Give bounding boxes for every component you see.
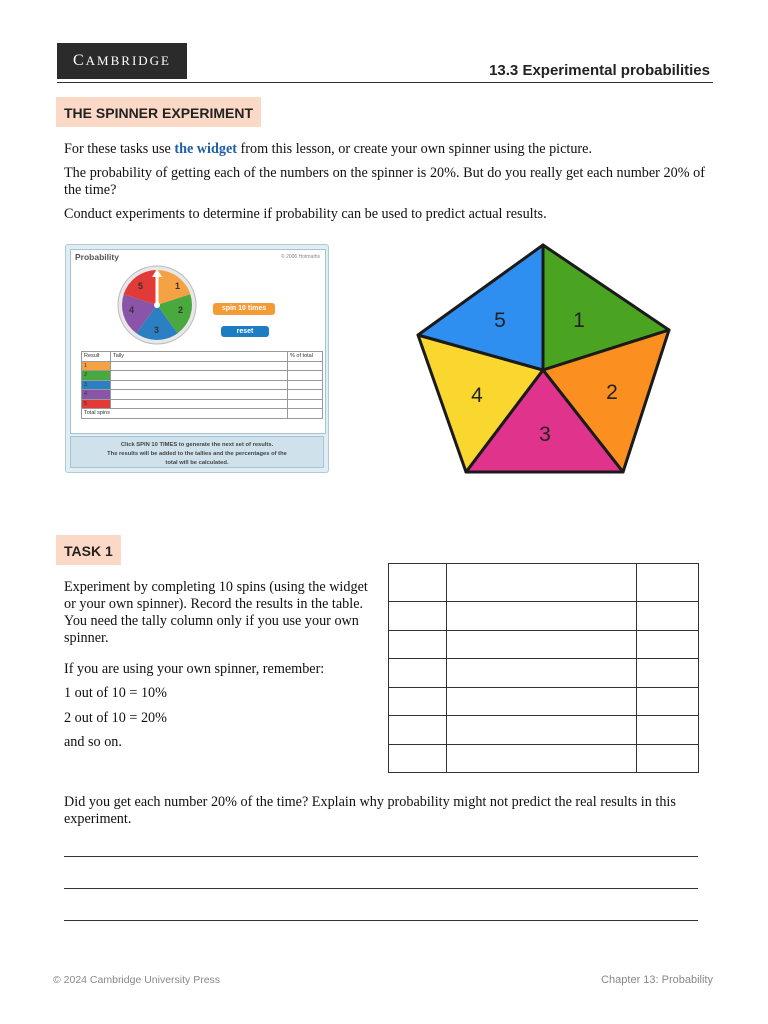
results-cell[interactable] bbox=[389, 659, 447, 688]
intro-paragraph-3: Conduct experiments to determine if probability can be used to predict actual results. bbox=[64, 206, 547, 222]
results-cell[interactable] bbox=[637, 744, 699, 773]
results-cell[interactable] bbox=[637, 716, 699, 745]
reset-button[interactable]: reset bbox=[221, 326, 269, 337]
intro-paragraph-2: The probability of getting each of the numbers on the spinner is 20%. But do you really get each number 20% of the time? bbox=[64, 165, 705, 198]
spinner-label-4: 4 bbox=[471, 384, 483, 407]
widget-link[interactable]: the widget bbox=[174, 141, 237, 157]
task-1-example-2: 2 out of 10 = 20% bbox=[64, 710, 167, 726]
widget-panel bbox=[70, 249, 326, 434]
widget-total-spins: Total spins bbox=[82, 409, 288, 419]
widget-foot-line-2: The results will be added to the tallies and the percentages of the bbox=[107, 451, 287, 457]
widget-title: Probability bbox=[75, 252, 119, 262]
task-1-instructions: Experiment by completing 10 spins (using the widget or your own spinner). Record the results in the table. You need the tally column only if you use your own spinner. bbox=[64, 579, 368, 646]
widget-col-percent: % of total bbox=[288, 352, 323, 362]
wheel-label-1: 1 bbox=[175, 281, 181, 291]
results-cell[interactable] bbox=[389, 630, 447, 659]
intro-text-after: from this lesson, or create your own spinner using the picture. bbox=[237, 141, 592, 157]
intro-paragraph-1 bbox=[64, 141, 705, 158]
results-cell[interactable] bbox=[637, 659, 699, 688]
widget-copyright: © 2006 Hotmaths bbox=[281, 254, 320, 260]
logo-rest: AMBRIDGE bbox=[85, 53, 171, 68]
section-title: 13.3 Experimental probabilities bbox=[489, 62, 710, 79]
wheel-label-5: 5 bbox=[138, 281, 144, 291]
logo-initial: C bbox=[72, 52, 86, 69]
results-cell[interactable] bbox=[637, 564, 699, 602]
widget-row-1: 1 bbox=[82, 361, 111, 371]
widget-col-tally: Tally bbox=[111, 352, 288, 362]
spinner-label-1: 1 bbox=[573, 309, 585, 332]
answer-line[interactable] bbox=[64, 888, 698, 889]
results-cell[interactable] bbox=[389, 716, 447, 745]
widget-results-table bbox=[81, 351, 323, 419]
wheel-label-4: 4 bbox=[129, 305, 135, 315]
task-1-question: Did you get each number 20% of the time? Explain why probability might not predict the real results in this experiment. bbox=[64, 794, 676, 827]
results-cell[interactable] bbox=[447, 602, 637, 631]
results-cell[interactable] bbox=[637, 630, 699, 659]
results-cell[interactable] bbox=[637, 602, 699, 631]
widget-row-4: 4 bbox=[82, 390, 111, 400]
task-1-reminder: If you are using your own spinner, remember: bbox=[64, 661, 325, 677]
widget-instructions bbox=[70, 436, 324, 468]
intro-text-before: For these tasks use bbox=[64, 141, 175, 157]
results-cell[interactable] bbox=[637, 687, 699, 716]
widget-col-result: Result bbox=[82, 352, 111, 362]
results-cell[interactable] bbox=[447, 716, 637, 745]
task-1-example-1: 1 out of 10 = 10% bbox=[64, 685, 167, 701]
pentagon-spinner bbox=[413, 240, 673, 476]
footer-chapter: Chapter 13: Probability bbox=[601, 974, 713, 986]
widget-wheel[interactable] bbox=[111, 265, 201, 345]
widget-row-2: 2 bbox=[82, 371, 111, 381]
results-cell[interactable] bbox=[389, 602, 447, 631]
results-cell[interactable] bbox=[447, 659, 637, 688]
results-table bbox=[388, 563, 699, 773]
task-1-heading: TASK 1 bbox=[56, 535, 121, 565]
widget-row-3: 3 bbox=[82, 380, 111, 390]
results-cell[interactable] bbox=[389, 564, 447, 602]
results-cell[interactable] bbox=[447, 564, 637, 602]
spinner-experiment-heading: THE SPINNER EXPERIMENT bbox=[56, 97, 261, 127]
spinner-label-2: 2 bbox=[606, 381, 618, 404]
spinner-label-3: 3 bbox=[539, 423, 551, 446]
answer-line[interactable] bbox=[64, 856, 698, 857]
wheel-label-2: 2 bbox=[178, 305, 184, 315]
results-cell[interactable] bbox=[389, 744, 447, 773]
results-cell[interactable] bbox=[447, 630, 637, 659]
widget-foot-line-1: Click SPIN 10 TIMES to generate the next set of results. bbox=[120, 442, 274, 448]
wheel-label-3: 3 bbox=[154, 325, 160, 335]
results-cell[interactable] bbox=[447, 744, 637, 773]
spinner-label-5: 5 bbox=[494, 309, 506, 332]
header-divider bbox=[57, 82, 713, 83]
widget-foot-line-3: total will be calculated. bbox=[165, 460, 229, 466]
spin-10-times-button[interactable]: spin 10 times bbox=[213, 303, 275, 315]
results-cell[interactable] bbox=[447, 687, 637, 716]
task-1-and-so-on: and so on. bbox=[64, 734, 122, 750]
results-cell[interactable] bbox=[389, 687, 447, 716]
probability-widget[interactable] bbox=[65, 244, 329, 473]
answer-line[interactable] bbox=[64, 920, 698, 921]
widget-row-5: 5 bbox=[82, 399, 111, 409]
footer-copyright: © 2024 Cambridge University Press bbox=[53, 974, 221, 986]
cambridge-logo bbox=[57, 43, 187, 79]
